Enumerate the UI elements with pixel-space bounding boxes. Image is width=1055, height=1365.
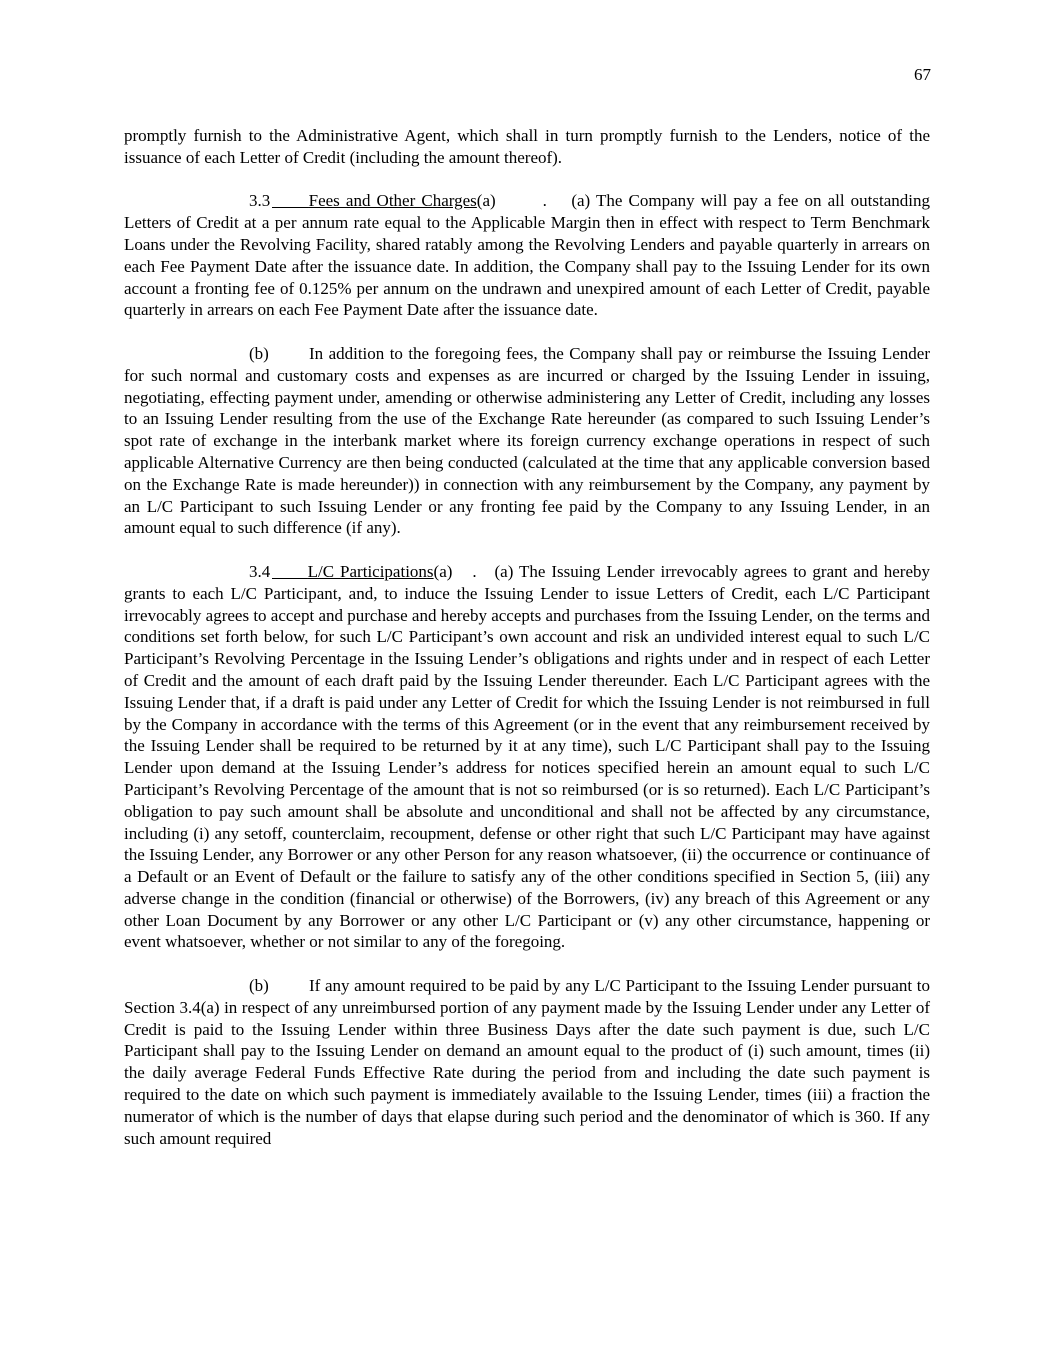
paragraph-text: promptly furnish to the Administrative Agent, which shall in turn promptly furnish to the Lenders, notice of the issuance of each Letter of Credit (including the amount thereof). <box>124 126 930 167</box>
section-marker: (a) <box>433 561 453 581</box>
section-heading-underline <box>272 562 434 581</box>
subsection-marker: (b) <box>249 343 269 363</box>
paragraph-text: (a) The Issuing Lender irrevocably agrees to grant and hereby grants to each L/C Participant, and, to induce the Issuing Lender to issue Letters of Credit, each L/C Participant irrevocably agrees to accept and purchase and hereby accepts and purchases from the Issuing Lender, on the terms and conditions set forth below, for such L/C Participant’s own account and risk an undivided interest equal to such L/C Participant’s Revolving Percentage in the Issuing Lender’s obligations and rights under and in respect of each Letter of Credit and the amount of each draft paid by the Issuing Lender thereunder. Each L/C Participant agrees with the Issuing Lender that, if a draft is paid under any Letter of Credit for which the Issuing Lender is not reimbursed in full by the Company in accordance with the terms of this Agreement (or in the event that any reimbursement received by the Issuing Lender shall be required to be returned by it at any time), such L/C Participant shall pay to the Issuing Lender upon demand at the Issuing Lender’s address for notices specified herein an amount equal to such L/C Participant’s Revolving Percentage of the amount that is not so reimbursed (or is so returned). Each L/C Participant’s obligation to pay such amount shall be absolute and unconditional and shall not be affected by any circumstance, including (i) any setoff, counterclaim, recoupment, defense or other right that such L/C Participant may have against the Issuing Lender, any Borrower or any other Person for any reason whatsoever, (ii) the occurrence or continuance of a Default or an Event of Default or the failure to satisfy any of the other conditions specified in Section 5, (iii) any adverse change in the condition (financial or otherwise) of the Borrowers, (iv) any breach of this Agreement or any other Loan Document by any Borrower or any other L/C Participant or (v) any other circumstance, happening or event whatsoever, whether or not similar to any of the foregoing. <box>124 561 931 952</box>
section-3-3-paragraph-b <box>124 343 930 539</box>
section-3-4-paragraph-a <box>124 561 930 953</box>
page-number: 67 <box>914 65 931 84</box>
document-body <box>124 125 930 1149</box>
section-number: 3.4 <box>249 561 271 581</box>
section-period: . <box>542 191 547 211</box>
section-period: . <box>472 561 477 581</box>
section-marker: (a) <box>476 191 496 211</box>
paragraph-text: (a) The Company will pay a fee on all outstanding Letters of Credit at a per annum rate equal to the Applicable Margin then in effect with respect to Term Benchmark Loans under the Revolving Facility, shared ratably among the Revolving Lenders and payable quarterly in arrears on each Fee Payment Date after the issuance date. In addition, the Company shall pay to the Issuing Lender for its own account a fronting fee of 0.125% per annum on the undrawn and unexpired amount of each Letter of Credit, payable quarterly in arrears on each Fee Payment Date after the issuance date. <box>124 191 931 320</box>
paragraph-text: In addition to the foregoing fees, the Company shall pay or reimburse the Issuing Lender for such normal and customary costs and expenses as are incurred or charged by the Issuing Lender in issuing, negotiating, effecting payment under, amending or otherwise administering any Letter of Credit, including any losses to an Issuing Lender resulting from the use of the Exchange Rate hereunder (as compared to such Issuing Lender’s spot rate of exchange in the interbank market where its foreign currency exchange operations in respect of such applicable Alternative Currency are then being conducted (calculated at the time that any applicable conversion based on the Exchange Rate is made hereunder)) in connection with any reimbursement by the Company, any payment by an L/C Participant to such Issuing Lender or any fronting fee paid by the Company to any Issuing Lender, in an amount equal to such difference (if any). <box>124 343 930 538</box>
paragraph-text: If any amount required to be paid by any L/C Participant to the Issuing Lender pursuant to Section 3.4(a) in respect of any unreimbursed portion of any payment made by the Issuing Lender under any Letter of Credit is paid to the Issuing Lender within three Business Days after the date such payment is due, such L/C Participant shall pay to the Issuing Lender on demand an amount equal to the product of (i) such amount, times (ii) the daily average Federal Funds Effective Rate during the period from and including the date such payment is required to the date on which such payment is immediately available to the Issuing Lender, times (iii) a fraction the numerator of which is the number of days that elapse during such period and the denominator of which is 360. If any such amount required <box>124 976 930 1148</box>
paragraph-continuation <box>124 125 930 169</box>
subsection-marker: (b) <box>249 976 269 996</box>
section-number: 3.3 <box>249 191 271 211</box>
section-3-4-paragraph-b <box>124 975 930 1149</box>
section-title: Fees and Other Charges <box>308 191 477 211</box>
section-title: L/C Participations <box>307 561 434 581</box>
section-heading-underline <box>272 191 477 210</box>
section-3-3-paragraph-a <box>124 190 930 321</box>
